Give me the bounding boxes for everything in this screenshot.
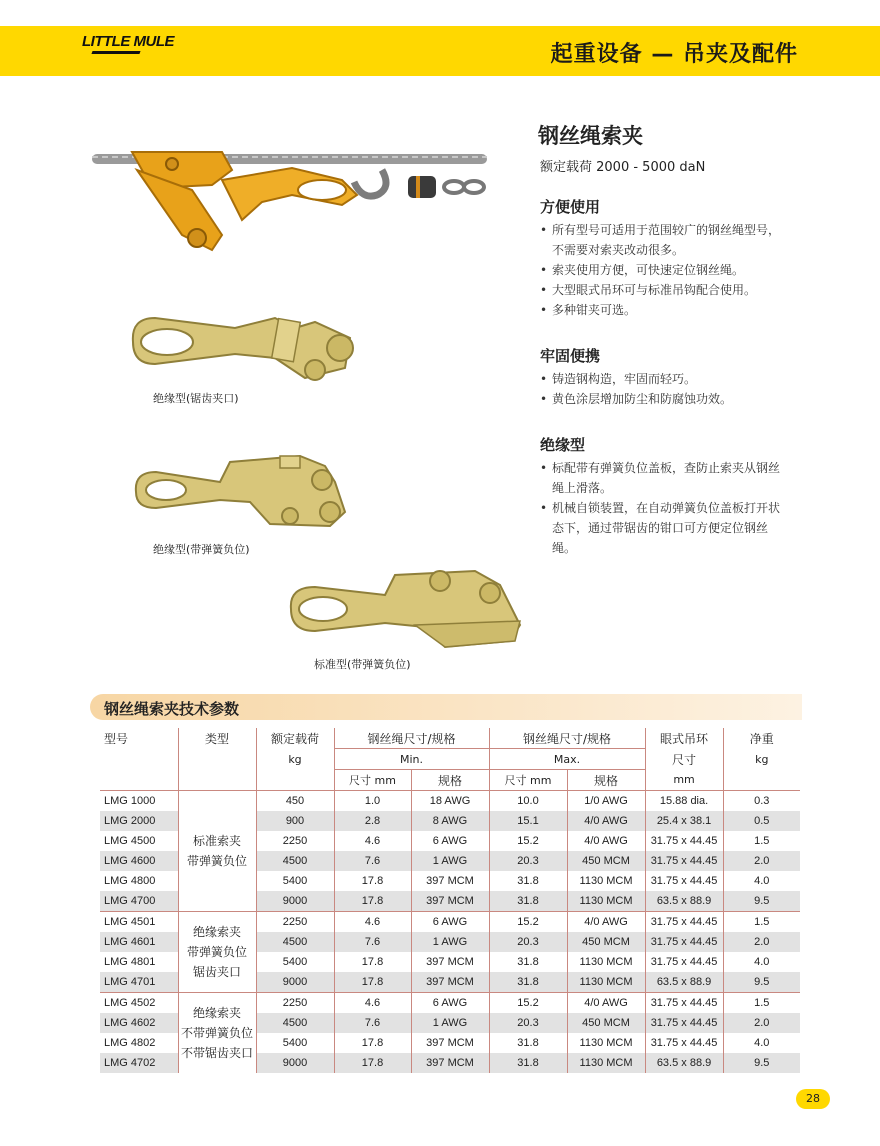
cell-min-size: 4.6	[334, 912, 411, 933]
cell-min-spec: 8 AWG	[411, 811, 489, 831]
type-line: 绝缘索夹	[192, 1006, 241, 1020]
col-header-rope-min: 钢丝绳尺寸/规格	[334, 728, 489, 749]
cell-min-size: 17.8	[334, 972, 411, 993]
cell-weight: 1.5	[723, 993, 800, 1014]
cell-weight: 2.0	[723, 1013, 800, 1033]
section-heading-insulated: 绝缘型	[540, 436, 586, 454]
cell-model: LMG 4602	[100, 1013, 178, 1033]
cell-load: 900	[256, 811, 334, 831]
logo-text: LITTLE MULE	[82, 33, 174, 50]
cell-model: LMG 2000	[100, 811, 178, 831]
cell-min-spec: 6 AWG	[411, 912, 489, 933]
cell-load: 4500	[256, 932, 334, 952]
cell-max-spec: 1130 MCM	[567, 1053, 645, 1073]
cell-weight: 1.5	[723, 912, 800, 933]
cell-model: LMG 4800	[104, 875, 156, 887]
cell-min-spec: 1 AWG	[411, 851, 489, 871]
cell-weight: 2.0	[723, 851, 800, 871]
type-line: 标准索夹	[192, 834, 241, 848]
section-heading-convenient: 方便使用	[540, 198, 601, 216]
cell-min-spec: 397 MCM	[411, 952, 489, 972]
list-item: • 机械自锁装置，在自动弹簧负位盖板打开状态下，通过带锯齿的钳口可方便定位钢丝绳。	[538, 498, 788, 558]
cell-eye: 31.75 x 44.45	[645, 871, 723, 891]
product-photo-main	[92, 140, 492, 270]
cell-model: LMG 4502	[100, 993, 178, 1014]
cell-eye: 31.75 x 44.45	[645, 952, 723, 972]
caption-standard-spring: 标准型(带弹簧负位)	[314, 658, 411, 671]
logo-underline	[91, 51, 140, 54]
cell-model: LMG 4702	[100, 1053, 178, 1073]
cell-min-size: 4.6	[334, 993, 411, 1014]
cell-weight: 9.5	[723, 1053, 800, 1073]
cell-min-size: 1.0	[334, 791, 411, 812]
cell-load: 450	[256, 791, 334, 812]
list-item: • 索夹使用方便，可快速定位钢丝绳。	[538, 260, 788, 280]
cell-eye: 63.5 x 88.9	[645, 1053, 723, 1073]
cell-min-spec: 6 AWG	[411, 831, 489, 851]
cell-load: 4500	[256, 851, 334, 871]
cell-load: 9000	[256, 1053, 334, 1073]
cell-max-size: 20.3	[489, 851, 567, 871]
cell-min-size: 4.6	[334, 831, 411, 851]
cell-eye: 25.4 x 38.1	[645, 811, 723, 831]
col-header-eye-size: 尺寸	[645, 749, 723, 770]
cell-min-spec: 397 MCM	[411, 972, 489, 993]
type-line: 不带弹簧负位	[180, 1026, 253, 1040]
table-title: 钢丝绳索夹技术参数	[104, 700, 240, 718]
product-photo-insulated-serrated	[125, 298, 365, 390]
cell-weight: 4.0	[723, 871, 800, 891]
product-photo-standard-spring	[285, 565, 530, 657]
cell-min-size: 7.6	[334, 932, 411, 952]
cell-load: 5400	[256, 952, 334, 972]
cell-load: 9000	[256, 891, 334, 912]
list-item: • 黄色涂层增加防尘和防腐蚀功效。	[538, 389, 788, 409]
cell-max-spec: 4/0 AWG	[567, 912, 645, 933]
cell-max-spec: 1130 MCM	[567, 1033, 645, 1053]
cell-max-size: 10.0	[489, 791, 567, 812]
cell-min-spec: 397 MCM	[411, 891, 489, 912]
cell-max-size: 15.2	[489, 993, 567, 1014]
list-item: • 铸造钢构造，牢固而轻巧。	[538, 369, 788, 389]
page-header-title: 起重设备 — 吊夹及配件	[550, 42, 798, 67]
cell-model: LMG 4600	[100, 851, 178, 871]
cell-weight: 1.5	[723, 831, 800, 851]
cell-weight: 0.5	[723, 811, 800, 831]
cell-eye: 31.75 x 44.45	[645, 851, 723, 871]
feature-list-sturdy	[538, 369, 788, 409]
cell-max-spec: 1130 MCM	[567, 871, 645, 891]
cell-weight: 4.0	[723, 1033, 800, 1053]
cell-max-spec: 4/0 AWG	[567, 831, 645, 851]
cell-weight: 0.3	[723, 791, 800, 812]
cell-max-size: 31.8	[489, 1033, 567, 1053]
cell-eye: 31.75 x 44.45	[645, 1033, 723, 1053]
table-row	[100, 791, 800, 812]
cell-max-spec: 1130 MCM	[567, 972, 645, 993]
feature-list-insulated	[538, 458, 788, 558]
cell-eye: 63.5 x 88.9	[645, 972, 723, 993]
cell-max-size: 31.8	[489, 952, 567, 972]
cell-max-spec: 450 MCM	[567, 851, 645, 871]
product-photo-insulated-spring	[130, 442, 360, 538]
cell-max-spec: 450 MCM	[567, 932, 645, 952]
type-line: 绝缘索夹	[192, 925, 241, 939]
section-heading-sturdy: 牢固便携	[540, 347, 601, 365]
spec-table	[100, 728, 800, 1073]
cell-min-size: 2.8	[334, 811, 411, 831]
col-header-load: 额定载荷	[256, 728, 334, 749]
cell-max-size: 15.1	[489, 811, 567, 831]
cell-eye: 31.75 x 44.45	[645, 932, 723, 952]
cell-weight: 9.5	[723, 891, 800, 912]
cell-eye: 31.75 x 44.45	[645, 912, 723, 933]
cell-weight: 4.0	[723, 952, 800, 972]
cell-max-size: 31.8	[489, 972, 567, 993]
list-item: • 所有型号可适用于范围较广的钢丝绳型号，不需要对索夹改动很多。	[538, 220, 788, 260]
cell-load: 4500	[256, 1013, 334, 1033]
type-line: 带弹簧负位	[186, 945, 247, 959]
col-unit-eye: mm	[645, 770, 723, 791]
cell-eye: 31.75 x 44.45	[645, 993, 723, 1014]
col-sub-size-max: 尺寸 mm	[489, 770, 567, 791]
type-cell	[178, 993, 256, 1074]
feature-list-convenient	[538, 220, 788, 320]
type-cell	[178, 912, 256, 993]
cell-weight: 2.0	[723, 932, 800, 952]
cell-weight: 9.5	[723, 972, 800, 993]
cell-min-size: 17.8	[334, 952, 411, 972]
cell-min-spec: 1 AWG	[411, 1013, 489, 1033]
cell-load: 2250	[256, 831, 334, 851]
caption-insulated-spring: 绝缘型(带弹簧负位)	[153, 543, 250, 556]
cell-eye: 31.75 x 44.45	[645, 1013, 723, 1033]
type-line: 带弹簧负位	[186, 854, 247, 868]
cell-max-spec: 1/0 AWG	[567, 791, 645, 812]
cell-max-size: 15.2	[489, 831, 567, 851]
col-header-model: 型号	[104, 731, 129, 746]
col-sub-spec-max: 规格	[567, 770, 645, 791]
cell-min-spec: 397 MCM	[411, 871, 489, 891]
cell-load: 2250	[256, 912, 334, 933]
cell-model: LMG 4601	[100, 932, 178, 952]
col-header-weight: 净重	[723, 728, 800, 749]
cell-eye: 15.88 dia.	[645, 791, 723, 812]
cell-min-spec: 18 AWG	[411, 791, 489, 812]
cell-max-size: 20.3	[489, 932, 567, 952]
col-unit-weight: kg	[723, 749, 800, 770]
cell-max-spec: 1130 MCM	[567, 891, 645, 912]
cell-min-spec: 397 MCM	[411, 1053, 489, 1073]
type-line: 锯齿夹口	[192, 965, 241, 979]
cell-model: LMG 4501	[100, 912, 178, 933]
list-item: • 大型眼式吊环可与标准吊钩配合使用。	[538, 280, 788, 300]
cell-min-size: 7.6	[334, 1013, 411, 1033]
cell-eye: 63.5 x 88.9	[645, 891, 723, 912]
col-header-type: 类型	[178, 728, 256, 749]
cell-max-spec: 4/0 AWG	[567, 811, 645, 831]
cell-max-size: 31.8	[489, 871, 567, 891]
cell-model: LMG 4802	[104, 1037, 156, 1049]
cell-load: 2250	[256, 993, 334, 1014]
cell-min-spec: 397 MCM	[411, 1033, 489, 1053]
cell-eye: 31.75 x 44.45	[645, 831, 723, 851]
product-subtitle: 额定载荷 2000 - 5000 daN	[540, 160, 706, 175]
cell-model: LMG 4500	[104, 835, 156, 847]
brand-logo	[82, 33, 174, 50]
cell-min-size: 17.8	[334, 891, 411, 912]
cell-min-size: 7.6	[334, 851, 411, 871]
cell-max-spec: 450 MCM	[567, 1013, 645, 1033]
cell-max-size: 31.8	[489, 891, 567, 912]
table-row	[100, 912, 800, 933]
col-sub-spec-min: 规格	[411, 770, 489, 791]
cell-model: LMG 4701	[100, 972, 178, 993]
type-cell	[178, 791, 256, 912]
spec-table-body	[100, 791, 800, 1074]
list-item: • 标配带有弹簧负位盖板，查防止索夹从钢丝绳上滑落。	[538, 458, 788, 498]
cell-load: 5400	[256, 1033, 334, 1053]
cell-min-size: 17.8	[334, 1033, 411, 1053]
type-line: 不带锯齿夹口	[180, 1046, 253, 1060]
page-number: 28	[796, 1089, 830, 1109]
cell-max-spec: 1130 MCM	[567, 952, 645, 972]
product-title: 钢丝绳索夹	[538, 124, 643, 148]
col-sub-min: Min.	[334, 749, 489, 770]
cell-model: LMG 4801	[104, 956, 156, 968]
table-banner	[90, 694, 802, 720]
cell-min-size: 17.8	[334, 871, 411, 891]
col-sub-max: Max.	[489, 749, 645, 770]
cell-model: LMG 4700	[100, 891, 178, 912]
caption-insulated-serrated: 绝缘型(锯齿夹口)	[153, 392, 239, 405]
col-header-eye: 眼式吊环	[645, 728, 723, 749]
cell-load: 5400	[256, 871, 334, 891]
cell-model: LMG 1000	[100, 791, 178, 812]
cell-min-spec: 1 AWG	[411, 932, 489, 952]
cell-max-size: 15.2	[489, 912, 567, 933]
col-sub-size-min: 尺寸 mm	[334, 770, 411, 791]
cell-load: 9000	[256, 972, 334, 993]
cell-max-spec: 4/0 AWG	[567, 993, 645, 1014]
cell-min-spec: 6 AWG	[411, 993, 489, 1014]
col-header-rope-max: 钢丝绳尺寸/规格	[489, 728, 645, 749]
table-row	[100, 993, 800, 1014]
col-unit-load: kg	[256, 749, 334, 770]
cell-max-size: 31.8	[489, 1053, 567, 1073]
cell-max-size: 20.3	[489, 1013, 567, 1033]
cell-min-size: 17.8	[334, 1053, 411, 1073]
list-item: • 多种钳夹可选。	[538, 300, 788, 320]
